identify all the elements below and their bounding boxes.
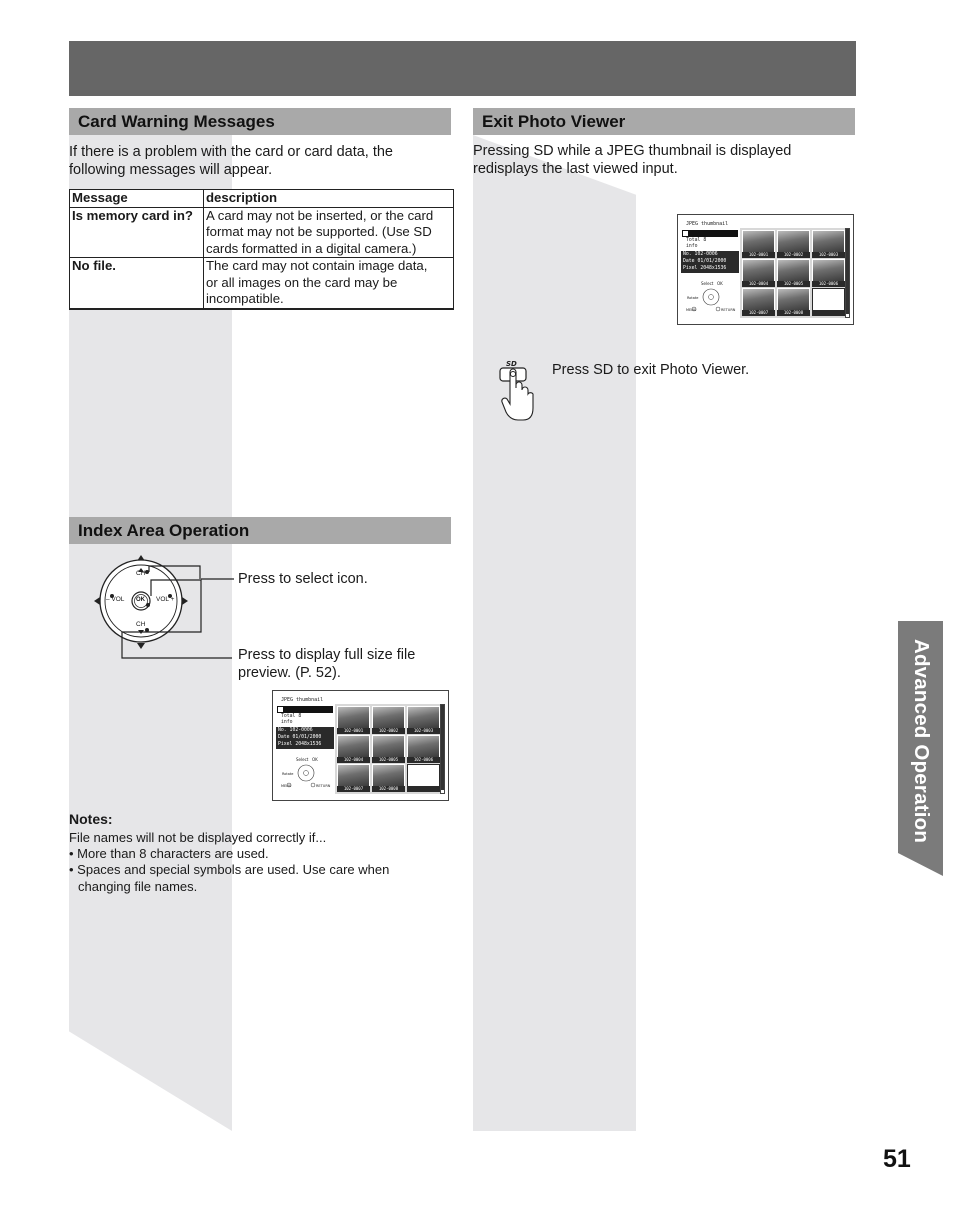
file-date: Date 01/01/2000 [278, 735, 322, 740]
remote-ch-up: CH [136, 570, 146, 577]
remote-vol-minus: – VOL [106, 596, 125, 603]
display-preview-label [238, 646, 415, 682]
header-message: Message [70, 190, 204, 208]
sd-logo: SD [506, 360, 517, 368]
screen-total [686, 238, 706, 250]
label-line: Press to display full size file [238, 647, 416, 663]
thumbnail [777, 230, 810, 258]
note-line: File names will not be displayed correctly if... [69, 830, 327, 845]
ctrl-rotate: Rotate [282, 772, 294, 776]
page-number: 51 [883, 1145, 911, 1173]
thumbnail [372, 706, 405, 734]
selection-bar [682, 230, 738, 237]
thumbnail-label: 102-0003 [812, 252, 845, 258]
thumbnail-label: 102-0006 [812, 281, 845, 287]
description-cell [204, 207, 454, 258]
exit-viewer-title: Exit Photo Viewer [473, 108, 855, 135]
ctrl-ok: OK [312, 757, 318, 762]
thumbnail-label: 102-0001 [337, 728, 370, 734]
description-cell [204, 258, 454, 309]
message-cell: No file. [70, 258, 204, 309]
jpeg-thumbnail-screen [677, 214, 854, 325]
ctrl-menu: MENU [281, 784, 292, 788]
ctrl-return: RETURN [316, 784, 331, 788]
remote-control-diagram [90, 552, 240, 662]
right-column-background [473, 135, 636, 1131]
header-bar [69, 41, 856, 96]
table-row [70, 258, 454, 309]
thumbnail [742, 230, 775, 258]
thumbnail [372, 735, 405, 763]
header-description: description [204, 190, 454, 208]
thumbnail-label: 102-0007 [337, 786, 370, 792]
ctrl-menu: MENU [686, 308, 697, 312]
thumbnail [812, 230, 845, 258]
file-no: No. 102-0006 [278, 728, 313, 733]
table-row [70, 207, 454, 258]
thumbnail-label: 102-0004 [742, 281, 775, 287]
selection-bar [277, 706, 333, 713]
thumbnail [372, 764, 405, 792]
intro-line: If there is a problem with the card or card data, the [69, 144, 393, 160]
thumbnail-label: 102-0005 [372, 757, 405, 763]
thumbnail-label: 102-0008 [777, 310, 810, 316]
remote-ch-down: CH [136, 621, 146, 628]
screen-scrollbar [440, 704, 445, 794]
table-header-row [70, 190, 454, 208]
note-line: • More than 8 characters are used. [69, 846, 269, 861]
thumbnail-empty [812, 288, 845, 316]
card-warning-title: Card Warning Messages [69, 108, 451, 135]
screen-title: JPEG thumbnail [281, 697, 324, 703]
notes-title: Notes: [69, 811, 113, 827]
thumbnail-label: 102-0006 [407, 757, 440, 763]
thumbnail [812, 259, 845, 287]
description-line: A card may not be inserted, or the card [206, 207, 434, 223]
control-diagram [279, 753, 334, 797]
thumbnail-empty [407, 764, 440, 792]
exit-viewer-intro [473, 142, 791, 178]
file-no: No. 102-0006 [683, 252, 718, 257]
thumbnail [337, 764, 370, 792]
thumbnail [407, 735, 440, 763]
description-line: The card may not contain image data, [206, 258, 428, 273]
thumbnail [337, 706, 370, 734]
ctrl-select: Select [296, 757, 309, 762]
file-pixel: Pixel 2048x1536 [278, 742, 322, 747]
ctrl-rotate: Rotate [687, 296, 699, 300]
description-line: or all images on the card may be [206, 274, 398, 290]
thumbnail-label: 102-0002 [777, 252, 810, 258]
remote-vol-plus: VOL + [156, 596, 175, 603]
description-line: cards formatted in a digital camera.) [206, 240, 417, 256]
file-info-box [276, 727, 334, 749]
screen-total [281, 714, 301, 726]
thumbnail-label: 102-0007 [742, 310, 775, 316]
thumbnail-grid [740, 228, 849, 318]
total-text: Total 8 [281, 714, 302, 719]
thumbnail [777, 259, 810, 287]
message-cell: Is memory card in? [70, 207, 204, 258]
ctrl-ok: OK [717, 281, 723, 286]
warning-messages-table [69, 189, 454, 310]
intro-line: Pressing SD while a JPEG thumbnail is displayed [473, 143, 792, 159]
note-line: changing file names. [78, 879, 198, 894]
label-line: preview. (P. 52). [238, 665, 341, 681]
info-text: info [686, 244, 698, 249]
intro-line: redisplays the last viewed input. [473, 161, 678, 177]
info-text: info [281, 720, 293, 725]
side-tab-label: Advanced Operation [910, 638, 933, 844]
select-icon-label: Press to select icon. [238, 571, 368, 587]
control-diagram [684, 277, 739, 321]
thumbnail-label: 102-0001 [742, 252, 775, 258]
thumbnail [742, 288, 775, 316]
thumbnail-label: 102-0004 [337, 757, 370, 763]
card-warning-intro [69, 143, 393, 179]
thumbnail [742, 259, 775, 287]
thumbnail-label: 102-0002 [372, 728, 405, 734]
thumbnail-grid [335, 704, 444, 794]
jpeg-thumbnail-screen [272, 690, 449, 801]
description-line: format may not be supported. (Use SD [206, 224, 432, 239]
remote-ok: OK [136, 597, 145, 603]
file-date: Date 01/01/2000 [683, 259, 727, 264]
screen-controls [279, 753, 334, 797]
screen-controls [684, 277, 739, 321]
file-info-box [681, 251, 739, 273]
index-area-title: Index Area Operation [69, 517, 451, 544]
screen-title: JPEG thumbnail [686, 221, 729, 227]
file-pixel: Pixel 2048x1536 [683, 266, 727, 271]
intro-line: following messages will appear. [69, 162, 273, 178]
note-line: • Spaces and special symbols are used. Use care when [69, 862, 390, 877]
thumbnail-label: 102-0005 [777, 281, 810, 287]
thumbnail-label: 102-0003 [407, 728, 440, 734]
sd-button-press-icon [496, 358, 538, 424]
press-sd-label: Press SD to exit Photo Viewer. [552, 362, 750, 378]
description-line: incompatible. [206, 291, 284, 306]
thumbnail-label: 102-0008 [372, 786, 405, 792]
thumbnail [407, 706, 440, 734]
ctrl-return: RETURN [721, 308, 736, 312]
screen-scrollbar [845, 228, 850, 318]
thumbnail [777, 288, 810, 316]
thumbnail [337, 735, 370, 763]
total-text: Total 8 [686, 238, 707, 243]
ctrl-select: Select [701, 281, 714, 286]
